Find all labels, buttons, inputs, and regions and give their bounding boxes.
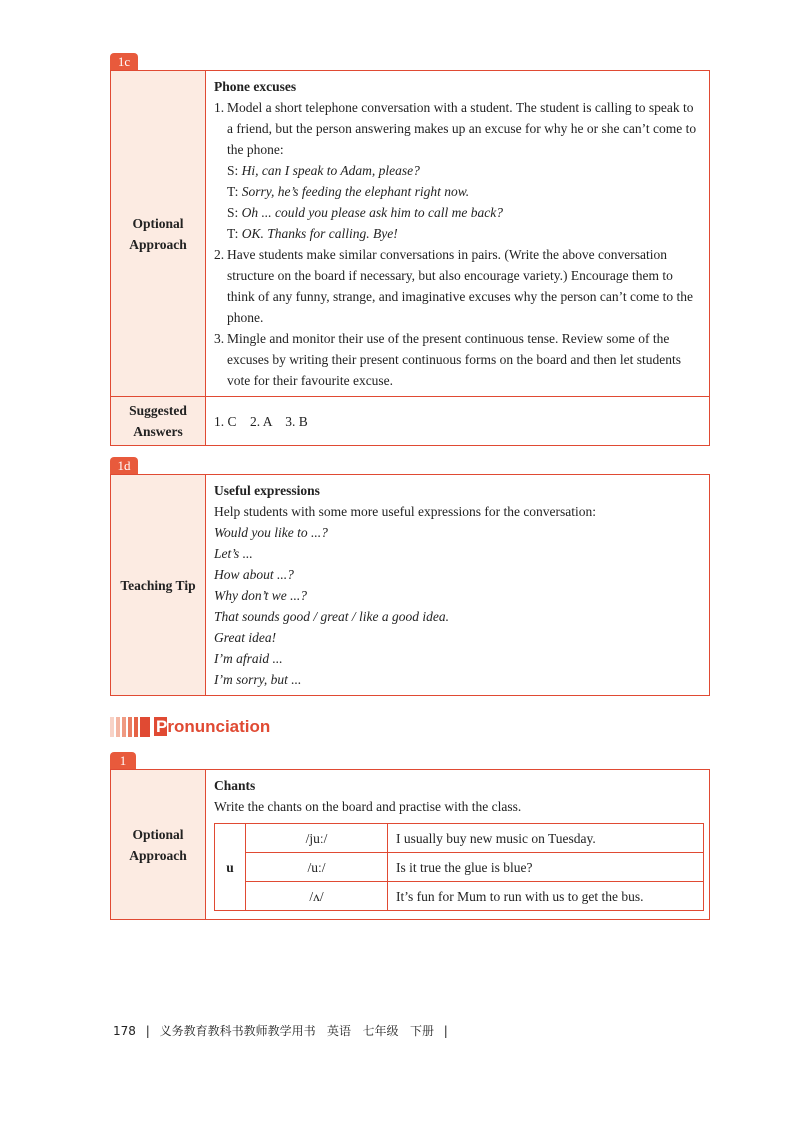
expression: Why don’t we ...?	[214, 588, 307, 603]
list-item: 2. Have students make similar conversations in pairs. (Write the above conversation structure on the board if necessary, but also encourage variety.) Encourage them to think of any funny, strange, and imaginative excuses why the person can’t come to the phone.	[214, 244, 701, 328]
list-item: 3. Mingle and monitor their use of the present continuous tense. Review some of the excuses by writing their present continuous forms on the board and then let students vote for their favourite excuse.	[214, 328, 701, 391]
dialogue-line: T: OK. Thanks for calling. Bye!	[227, 226, 398, 241]
section-1c-box	[110, 70, 710, 446]
item-text: Model a short telephone conversation with a student. The student is calling to speak to a friend, but the person answering makes up an excuse for why he or she can’t come to the phone:	[227, 100, 697, 157]
chant-table	[214, 823, 704, 911]
dialogue-line: S: Hi, can I speak to Adam, please?	[227, 163, 420, 178]
sentence-cell: It’s fun for Mum to run with us to get the bus.	[388, 882, 704, 911]
optional-approach-content	[206, 71, 709, 396]
section-tab-1d: 1d	[110, 457, 138, 475]
expression: I’m afraid ...	[214, 651, 283, 666]
pronunciation-heading	[110, 716, 270, 738]
expression: How about ...?	[214, 567, 294, 582]
dialogue-line: T: Sorry, he’s feeding the elephant right now.	[227, 184, 470, 199]
teaching-tip-content	[206, 475, 709, 695]
decor-stripe	[116, 717, 120, 737]
optional-approach-label	[111, 71, 206, 396]
teaching-tip-label: Teaching Tip	[111, 475, 206, 695]
dialogue-line: S: Oh ... could you please ask him to call me back?	[227, 205, 503, 220]
section-1d-box	[110, 474, 710, 696]
pronunciation-box	[110, 769, 710, 920]
expression: Let’s ...	[214, 546, 253, 561]
suggested-answers: 1. C 2. A 3. B	[214, 413, 308, 429]
sound-cell: /juː/	[246, 824, 388, 853]
decor-stripe	[134, 717, 138, 737]
optional-approach-label: Optional Approach	[111, 770, 206, 919]
chants-content	[206, 770, 712, 919]
table-row	[215, 853, 704, 882]
expression: Would you like to ...?	[214, 525, 328, 540]
table-row	[215, 882, 704, 911]
sentence-cell: Is it true the glue is blue?	[388, 853, 704, 882]
section-tab-1c: 1c	[110, 53, 138, 71]
section-tab-1: 1	[110, 752, 136, 770]
decor-stripe	[140, 717, 150, 737]
decor-stripe	[128, 717, 132, 737]
table-row	[215, 824, 704, 853]
decor-stripe	[122, 717, 126, 737]
sentence-cell: I usually buy new music on Tuesday.	[388, 824, 704, 853]
suggested-answers-label: Suggested Answers	[111, 397, 206, 445]
expression: I’m sorry, but ...	[214, 672, 302, 687]
intro-text: Write the chants on the board and practise with the class.	[214, 799, 522, 814]
item-text: Have students make similar conversations in pairs. (Write the above conversation structure on the board if necessary, but also encourage variety.) Encourage them to think of any funny, strange, and imaginative excuses why the person can’t come to the phone.	[227, 247, 693, 325]
section-title: Phone excuses	[214, 79, 297, 94]
expression: That sounds good / great / like a good idea.	[214, 609, 449, 624]
letter-cell: u	[215, 824, 246, 911]
section-title: Useful expressions	[214, 483, 320, 498]
list-item: 1. Model a short telephone conversation with a student. The student is calling to speak to a friend, but the person answering makes up an excuse for why he or she can’t come to the phone: S: Hi, can I speak to Adam, please? T: Sorry, he’s feeding the elephant right now. S: Oh ... could you please ask him to call me back? T: OK. Thanks for calling. Bye!	[214, 97, 701, 244]
item-text: Mingle and monitor their use of the present continuous tense. Review some of the excuses by writing their present continuous forms on the board and then let students vote for their favourite excuse.	[227, 331, 682, 388]
pronunciation-title: Pronunciation	[156, 717, 271, 736]
page-footer: 178 | 义务教育教科书教师教学用书 英语 七年级 下册 |	[113, 1024, 448, 1038]
label-text: Optional Approach	[129, 215, 187, 252]
book-title: 义务教育教科书教师教学用书 英语 七年级 下册	[159, 1024, 434, 1038]
expression: Great idea!	[214, 630, 277, 645]
page-number: 178	[113, 1024, 136, 1038]
sound-cell: /uː/	[246, 853, 388, 882]
sound-cell: /ʌ/	[246, 882, 388, 911]
intro-text: Help students with some more useful expressions for the conversation:	[214, 504, 597, 519]
decor-stripe	[110, 717, 114, 737]
section-title: Chants	[214, 778, 256, 793]
